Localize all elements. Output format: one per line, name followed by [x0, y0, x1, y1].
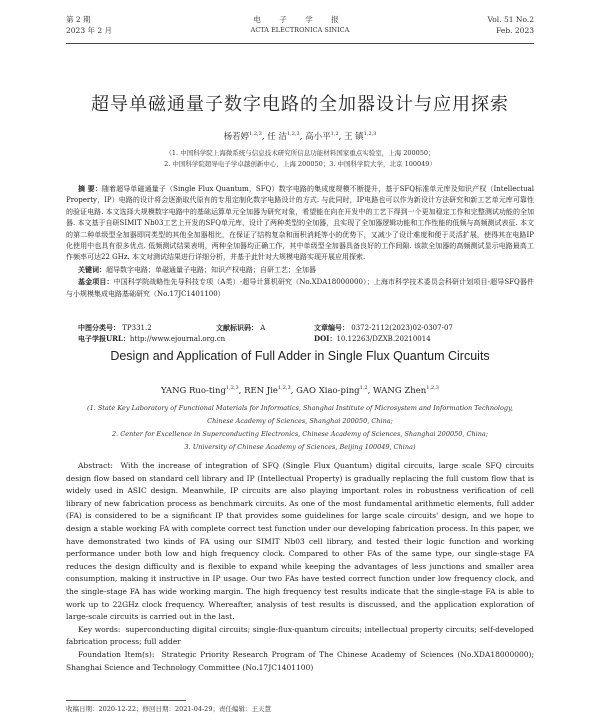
abstract-en-text: With the increase of integration of SFQ (Single Flux Quantum) digital circuits, large scale SFQ circuits design flow based on standard cell library and IP (Intellectual Property) is gradually replacing the full custom flow that is widely used in ASIC design. Meanwhile, IP circuits are also playing important roles in robustness verification of cell library of new fabrication process as benchmark circuits. As one of the most fundamental arithmetic elements, full adder (FA) is considered to be a significant IP that provides some guidelines for large scale circuits' design, and we hope to design a stable working FA with complete correct test function under our developing fabrication process. In this paper, we have demonstrated two kinds of FA using our SIMIT Nb03 cell library, and tested their logic function and working performance under both low and high frequency clock. Compared to other FAs of the same type, our single-stage FA reduces the design difficulty and is flexible to expand while keeping the advantages of less junctions and smaller area consumption, making it instructive in IP usage. Our two FAs have tested correct function under low frequency clock, and the single-stage FA has wide working margin. The high frequency test results indicate that the single-stage FA is able to work up to 22GHz clock frequency. Whereafter, analysis of test results is discussed, and the application exploration of large-scale circuits is carried out in the last. — [66, 461, 534, 622]
abstract-cn-text: 随着超导单磁通量子（Single Flux Quantum，SFQ）数字电路的集成度规模不断提升，基于SFQ标准单元库及知识产权（Intellectual Property，IP）电路的设计将会逐渐取代原有的专用定制化数字电路设计的方式. 与此同时，IP电路也可以作为新设计方法研究和新工艺单元库可靠性的验证电路. 本文选择大规模数字电路中的基础运算单元全加器为研究对象，希望能在向在开发中的工艺下得到一个更加稳定工作和完整测试功能的全加器. 本文基于自研SIMIT Nb03工艺上开发的SFQ单元库，设计了两种类型的全加器，且实现了全加器逻辑功能和工作性能的低频与高频测试表征. 本文的第二种单级型全加器即同类型的其他全加器相比，在保证了结构复杂和面积消耗等小的优势下，又减少了设计难度和便于灵活扩展，使得其在电路IP化使用中也具有很多优点. 低频测试结果表明，两种全加器均正确工作，其中单级型全加器具备良好的工作间隙. 该款全加器的高频测试显示电路最高工作频率可达22 GHz. 本文对测试结果进行详细分析，并基于此针对大规模电路实现开展应用探索. — [66, 185, 534, 262]
affiliation-line: (1. State Key Laboratory of Functional Materials for Informatics, Shanghai Institute of Microsystem and Information Technology, — [87, 404, 513, 412]
clc-value: TP331.2 — [122, 324, 152, 332]
doc-code — [216, 323, 265, 333]
keywords-cn-label: 关键词： — [78, 264, 106, 274]
paper-title-en: Design and Application of Full Adder in Single Flux Quantum Circuits — [110, 349, 490, 363]
doi-label: DOI： — [314, 334, 337, 343]
abstract-cn-label: 摘 要： — [78, 184, 102, 193]
author-affil-sup: 1,2 — [359, 385, 368, 391]
clc-number — [78, 323, 152, 333]
fund-en-text: Strategic Priority Research Program of The Chinese Academy of Sciences (No.XDA18000000); Shanghai Science and Technology Committee (No.17JC1401100) — [66, 649, 534, 672]
fund-en — [66, 649, 534, 674]
running-header — [66, 14, 534, 44]
fund-cn-label: 基金项目： — [78, 277, 114, 287]
url-link[interactable]: http://www.ejournal.org.cn — [129, 335, 226, 343]
abstract-en-block — [66, 460, 534, 674]
author-name: 王 镇 — [343, 132, 364, 142]
doc-code-label: 文献标识码： — [216, 323, 258, 332]
affiliation-line: 3. University of Chinese Academy of Sciences, Beijing 100049, China) — [184, 443, 416, 451]
author-name: WANG Zhen — [372, 385, 427, 396]
volume-info — [488, 14, 534, 36]
volume-date: Feb. 2023 — [496, 26, 534, 35]
author-name: YANG Ruo-ting — [160, 385, 226, 396]
journal-url — [78, 334, 225, 344]
issue-date: 2023 年 2 月 — [66, 26, 113, 35]
author-name: 杨若婷 — [223, 132, 250, 142]
doi-value[interactable]: 10.12263/DZXB.20210014 — [336, 335, 431, 343]
journal-name-cn: 电 子 学 报 — [253, 15, 347, 24]
keywords-en-label: Key words: — [78, 624, 121, 634]
affiliations-cn — [0, 148, 600, 170]
issue-number: 第 2 期 — [66, 15, 91, 24]
affiliation-line: Chinese Academy of Sciences, Shanghai 200050, China; — [207, 417, 393, 425]
article-number — [314, 323, 453, 333]
affiliation-line: （1. 中国科学院上海微系统与信息技术研究所信息功能材料国家重点实验室，上海 200050； — [165, 149, 435, 157]
doi — [314, 334, 431, 344]
paper-title-cn: 超导单磁通量子数字电路的全加器设计与应用探索 — [91, 94, 509, 115]
author-list-cn: 杨若婷$^{1,2,3}$, 任 洁$^{1,2,3}$, 高小平$^{1,2}$, 王 镇$^{1,2,3}$ — [223, 131, 377, 142]
affiliations-en — [66, 402, 534, 454]
footnote-rule — [66, 700, 186, 701]
clc-label: 中图分类号： — [78, 323, 120, 332]
affiliation-line: 2. Center for Excellence in Superconducting Electronics, Chinese Academy of Sciences, Shanghai 200050, China; — [112, 430, 488, 438]
author-name: 任 洁 — [267, 132, 287, 142]
journal-name-en: ACTA ELECTRONICA SINICA — [250, 26, 350, 34]
abstract-en — [66, 460, 534, 624]
article-no-label: 文章编号： — [314, 323, 349, 332]
fund-cn — [66, 276, 534, 300]
fund-cn-text: 中国科学院战略性先导科技专项（A类）-超导计算机研究（No.XDA18000000）；上海市科学技术委员会科研计划项目-超导SFQ器件与小规模集成电路基础研究（No.17JC1401100） — [66, 278, 534, 298]
keywords-cn — [66, 264, 534, 276]
keywords-en — [66, 624, 534, 649]
author-affil-sup: 1,2,3 — [286, 131, 300, 138]
abstract-cn — [66, 183, 534, 264]
author-affil-sup: 1,2,3 — [249, 131, 262, 138]
author-list-en: YANG Ruo-ting$^{1,2,3}$, REN Jie$^{1,2,3}$, GAO Xiao-ping$^{1,2}$, WANG Zhen$^{1,2,3}$ — [160, 385, 439, 396]
abstract-en-label: Abstract: — [78, 461, 113, 470]
received-dates-footnote: 收稿日期：2020-12-22；修回日期：2021-04-29；责任编辑：王天慧 — [66, 705, 271, 713]
fund-en-label: Foundation Item(s): — [78, 649, 155, 659]
keywords-en-text: superconducting digital circuits; single-flux-quantum circuits; intellectual property circuits; self-developed fabrication process; full adder — [66, 624, 534, 647]
author-affil-sup: 1,2,3 — [363, 131, 377, 138]
author-affil-sup: 1,2 — [330, 131, 339, 138]
author-affil-sup: 1,2,3 — [426, 385, 439, 391]
author-affil-sup: 1,2,3 — [277, 385, 291, 391]
author-name: REN Jie — [244, 385, 278, 396]
author-name: 高小平 — [305, 132, 331, 142]
header-rule — [66, 43, 534, 44]
affiliation-line: 2. 中国科学院超导电子学卓越创新中心，上海 200050；3. 中国科学院大学，北京 100049） — [164, 160, 436, 168]
abstract-cn-block — [66, 183, 534, 300]
doc-code-value: A — [260, 324, 266, 332]
author-affil-sup: 1,2,3 — [225, 385, 239, 391]
url-label: 电子学报URL： — [78, 334, 130, 343]
volume-number: Vol. 51 No.2 — [487, 15, 534, 24]
keywords-cn-text: 超导数字电路；单磁通量子电路；知识产权电路；自研工艺；全加器 — [106, 265, 316, 274]
author-name: GAO Xiao-ping — [296, 385, 360, 396]
article-metadata — [66, 323, 534, 345]
journal-name — [66, 14, 534, 36]
article-no-value: 0372-2112(2023)02-0307-07 — [351, 324, 453, 332]
